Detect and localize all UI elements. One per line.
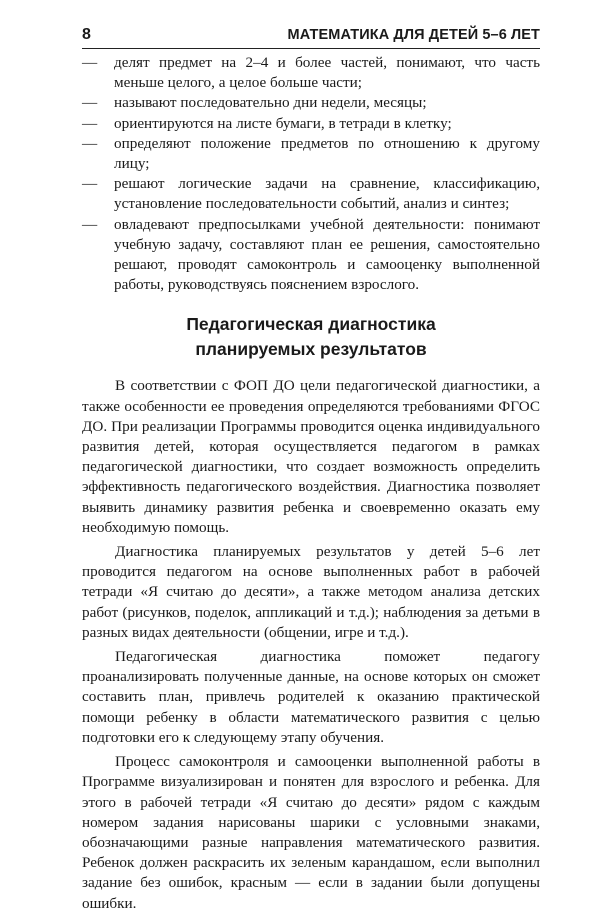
list-item-text: определяют положение предметов по отношению к другому лицу;	[114, 134, 540, 173]
list-item	[82, 114, 540, 134]
outcomes-list	[82, 53, 540, 295]
body-paragraph: Процесс самоконтроля и самооценки выполненной работы в Программе визуализирован и понятен для взрослого и ребенка. Для этого в рабочей тетради «Я считаю до десяти» рядом с каждым номером задания нарисованы шарики с условными знаками, обозначающими разные направления математического развития. Ребенок должен раскрасить их зеленым карандашом, если выполнил задание без ошибок, красным — если в задании были допущены ошибки.	[82, 753, 540, 912]
dash-marker: —	[82, 94, 98, 112]
list-item	[82, 215, 540, 296]
dash-marker: —	[82, 175, 98, 193]
list-item	[82, 174, 540, 214]
section-title-line-2: планируемых результатов	[195, 339, 427, 360]
body-paragraph: Диагностика планируемых результатов у детей 5–6 лет проводится педагогом на основе выполненных работ в рабочей тетради «Я считаю до десяти», а также методом анализа детских работ (рисунков, поделок, аппликаций и т.д.); наблюдения за детьми в разных видах деятельности (общении, игре и т.д.).	[82, 543, 540, 641]
list-item-text: овладевают предпосылками учебной деятельности: понимают учебную задачу, составляют план ее решения, самостоятельно решают, проводят самоконтроль и самооценку выполненной работы, руководствуясь пояснением взрослого.	[114, 215, 540, 294]
list-item-text: ориентируются на листе бумаги, в тетради в клетку;	[114, 114, 452, 132]
list-item	[82, 93, 540, 113]
list-item-text: называют последовательно дни недели, месяцы;	[114, 94, 427, 112]
page-header	[82, 20, 540, 49]
dash-marker: —	[82, 114, 98, 132]
body-paragraph: Педагогическая диагностика поможет педагогу проанализировать полученные данные, на основе которых он сможет составить план, привлечь родителей к оказанию практической помощи ребенку в области математического развития с целью подготовки его к следующему этапу обучения.	[82, 648, 540, 746]
list-item	[82, 134, 540, 174]
dash-marker: —	[82, 54, 98, 71]
section-heading	[82, 312, 540, 362]
list-item	[82, 53, 540, 93]
section-title-line-1: Педагогическая диагностика	[186, 314, 436, 335]
running-head: МАТЕМАТИКА ДЛЯ ДЕТЕЙ 5–6 ЛЕТ	[287, 27, 540, 43]
dash-marker: —	[82, 134, 98, 152]
page-body	[82, 53, 540, 918]
body-paragraph: В соответствии с ФОП ДО цели педагогической диагностики, а также особенности ее проведения определяются требованиями ФГОС ДО. При реализации Программы проводится оценка индивидуального развития детей, которая осуществляется педагогом в рамках педагогической диагностики, что создает возможность определить эффективность педагогического воздействия. Диагностика позволяет выявить динамику развития ребенка и своевременно оказать ему необходимую помощь.	[82, 377, 540, 536]
dash-marker: —	[82, 215, 98, 233]
list-item-text: решают логические задачи на сравнение, классификацию, установление последовательности событий, анализ и синтез;	[114, 175, 540, 213]
page-number: 8	[82, 26, 91, 43]
list-item-text: делят предмет на 2–4 и более частей, понимают, что часть меньше целого, а целое больше части;	[114, 54, 540, 92]
